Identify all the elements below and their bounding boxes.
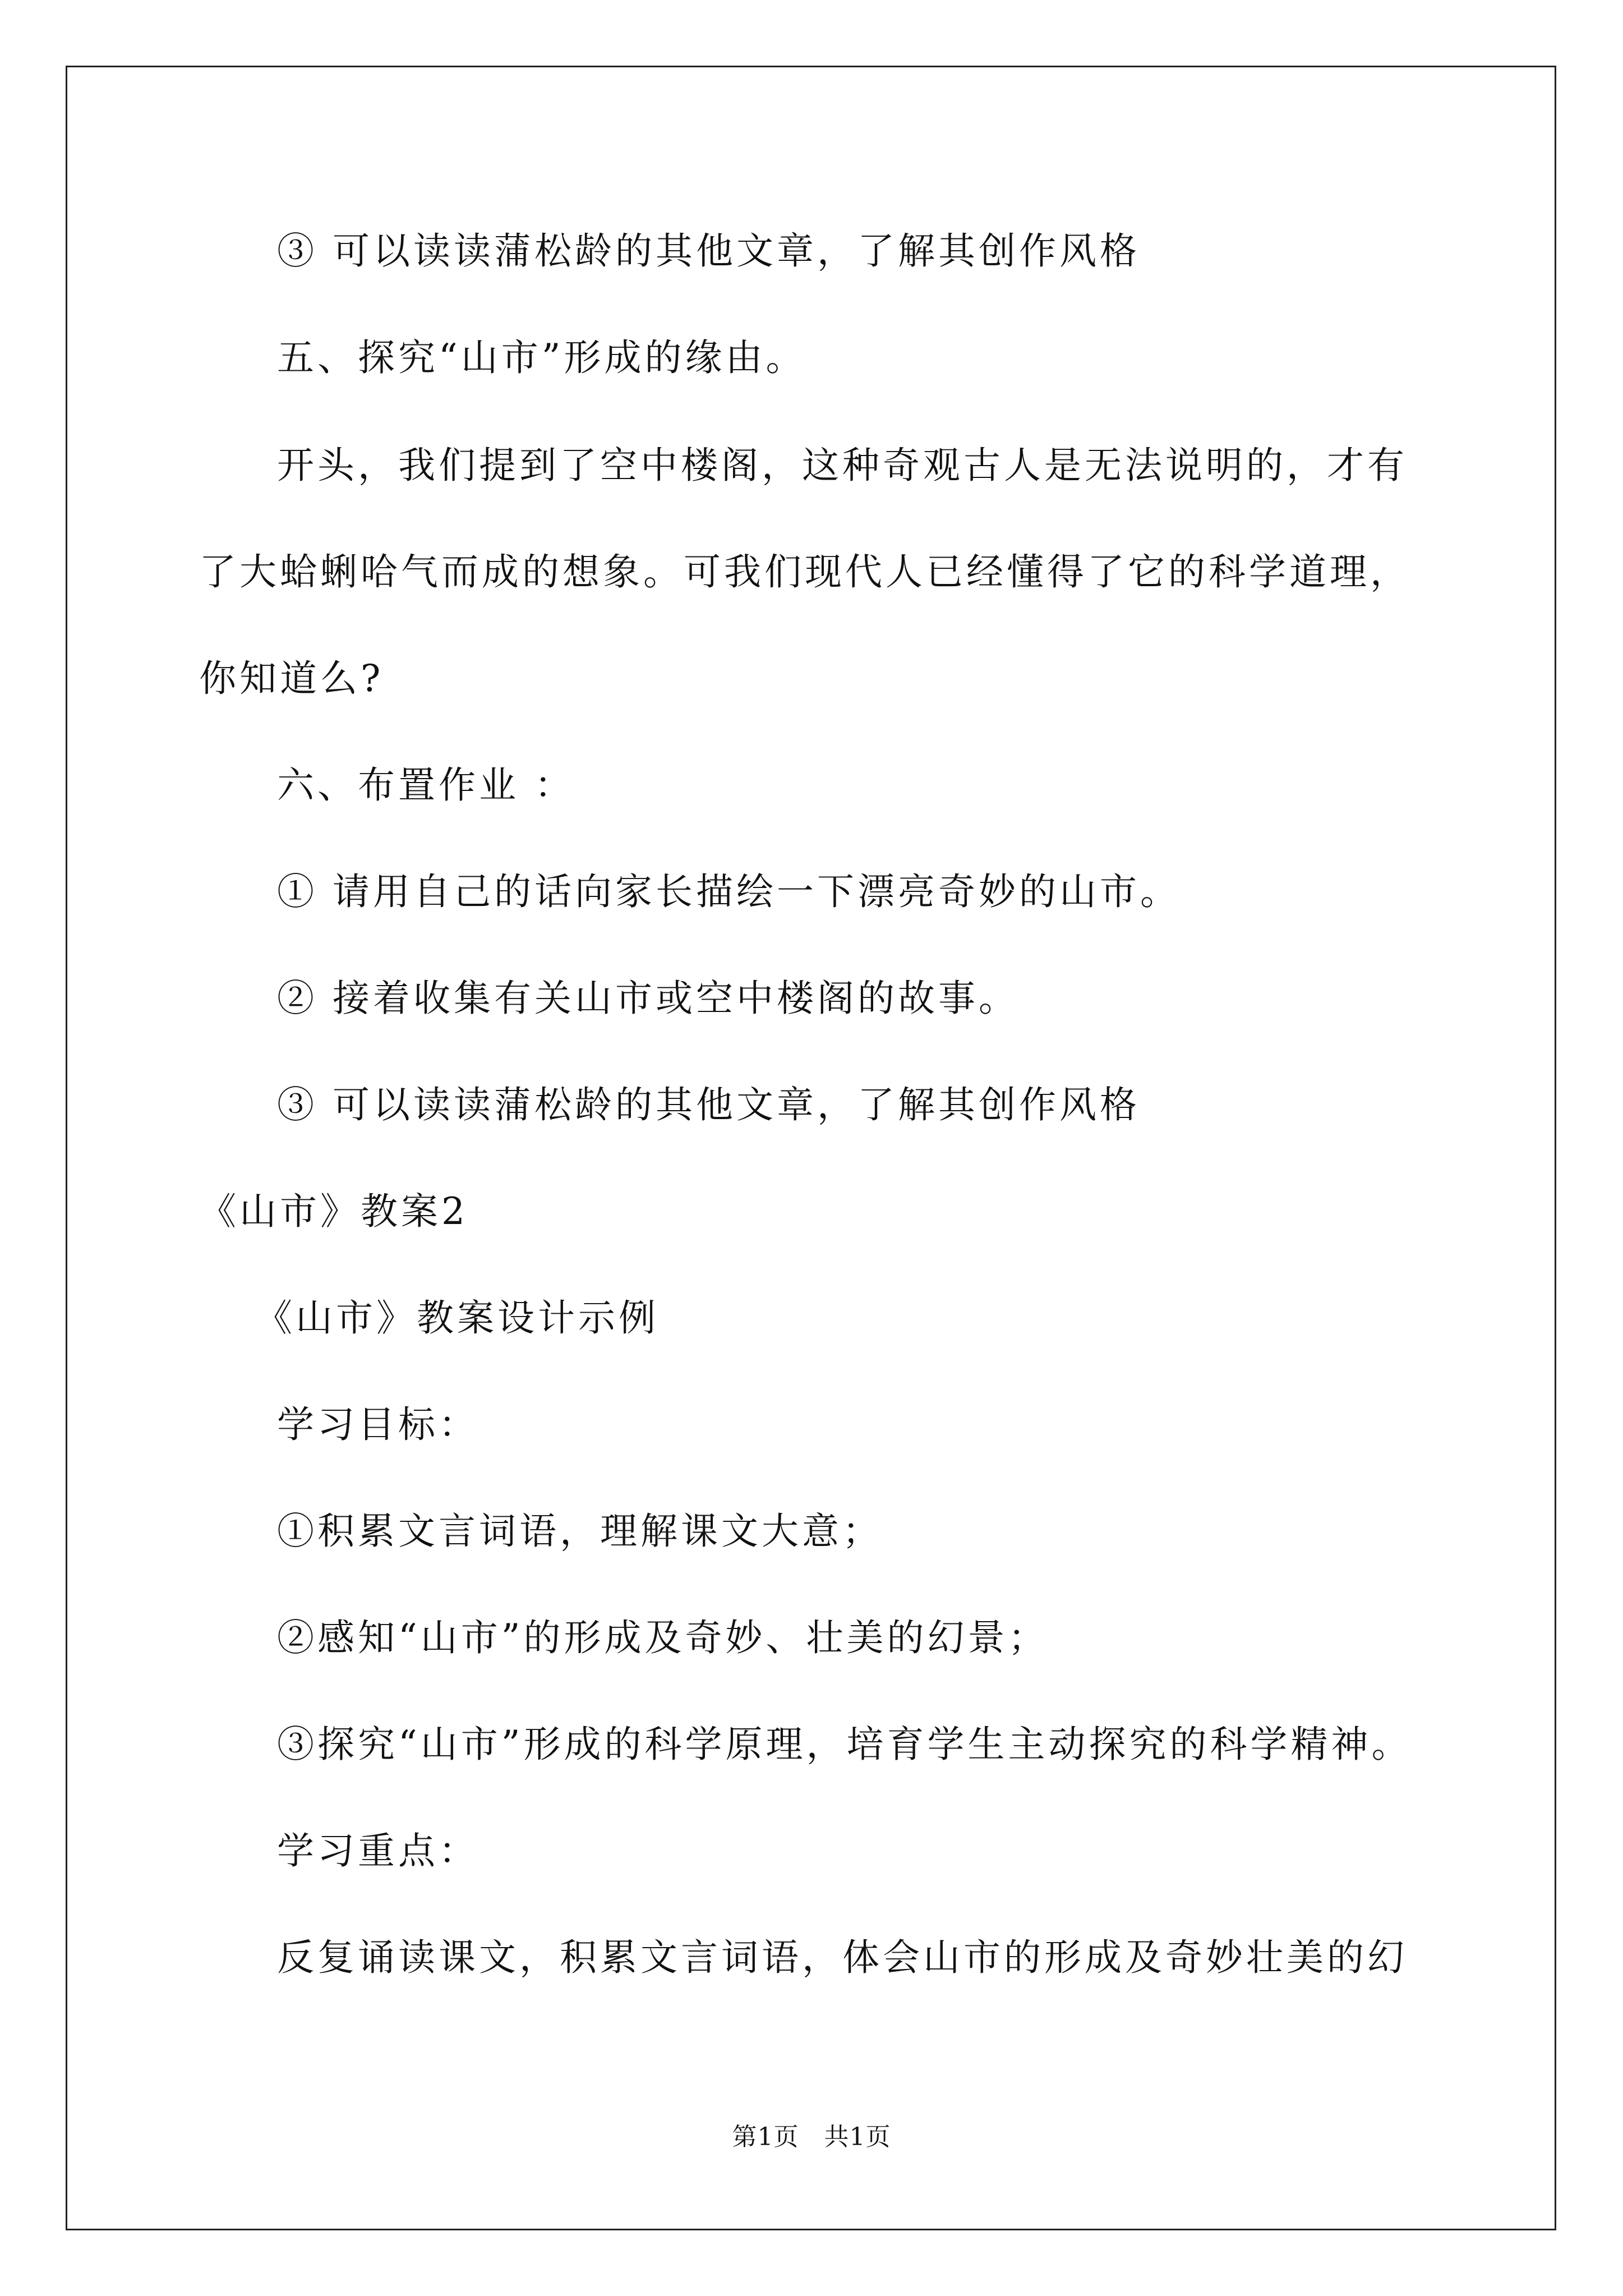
- section-heading: 五、探究“山市”形成的缘由。: [277, 336, 806, 379]
- page-footer: 第1页 共1页: [732, 2123, 891, 2151]
- section-heading: 学习目标：: [277, 1403, 479, 1446]
- paragraph-line: 你知道么?: [199, 657, 384, 700]
- list-item: ①积累文言词语，理解课文大意；: [277, 1510, 883, 1553]
- paragraph-line: 了大蛤蜊哈气而成的想象。可我们现代人已经懂得了它的科学道理，: [199, 550, 1410, 593]
- section-heading: 六、布置作业 ：: [277, 763, 575, 807]
- document-title: 《山市》教案2: [199, 1190, 468, 1233]
- list-item: ③探究“山市”形成的科学原理，培育学生主动探究的科学精神。: [277, 1723, 1412, 1766]
- list-item: ② 接着收集有关山市或空中楼阁的故事。: [277, 977, 1019, 1020]
- section-heading: 学习重点：: [277, 1829, 479, 1872]
- subtitle: 《山市》教案设计示例: [255, 1296, 659, 1340]
- list-item: ②感知“山市”的形成及奇妙、壮美的幻景；: [277, 1616, 1049, 1659]
- paragraph-line: 开头，我们提到了空中楼阁，这种奇观古人是无法说明的，才有: [277, 444, 1408, 487]
- list-item: ③ 可以读读蒲松龄的其他文章，了解其创作风格: [277, 1083, 1140, 1126]
- page-frame: [66, 66, 1556, 2230]
- text-line: ③ 可以读读蒲松龄的其他文章，了解其创作风格: [277, 229, 1140, 273]
- list-item: ① 请用自己的话向家长描绘一下漂亮奇妙的山市。: [277, 870, 1181, 913]
- paragraph-line: 反复诵读课文，积累文言词语，体会山市的形成及奇妙壮美的幻: [277, 1936, 1408, 1979]
